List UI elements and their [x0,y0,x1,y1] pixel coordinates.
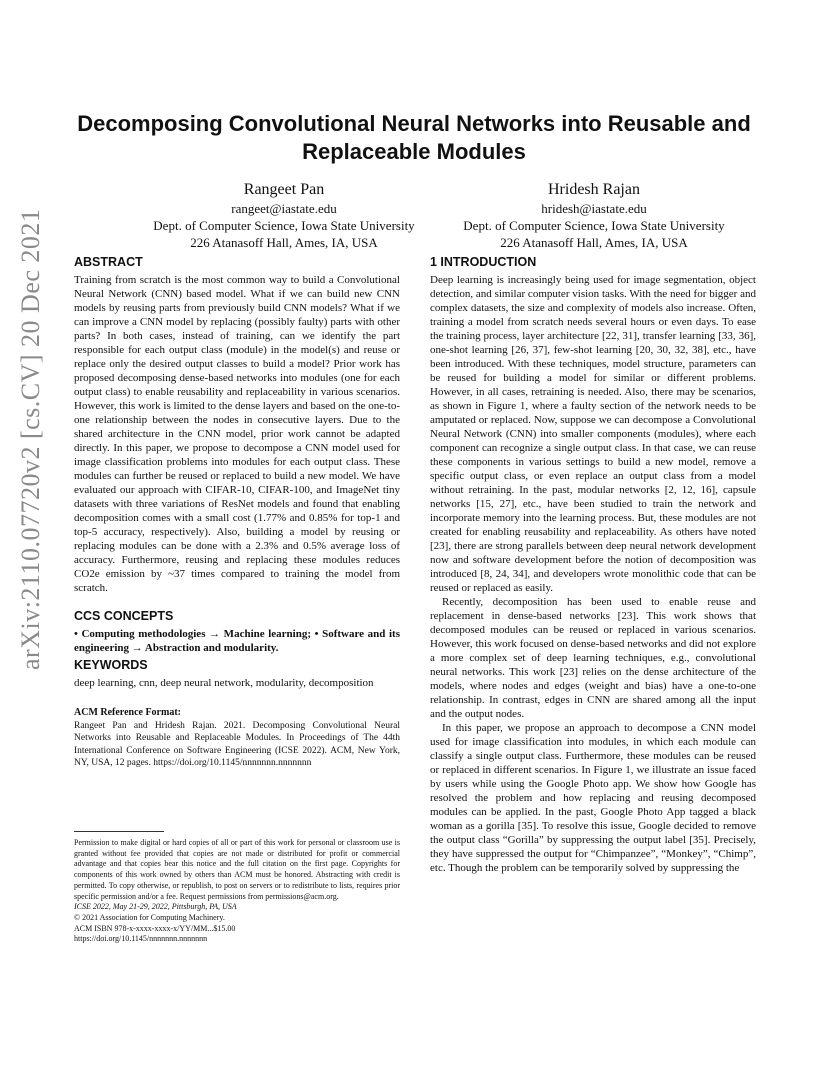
author-dept: Dept. of Computer Science, Iowa State University [153,218,415,233]
isbn-line: ACM ISBN 978-x-xxxx-xxxx-x/YY/MM...$15.00 [74,923,236,933]
intro-paragraph: In this paper, we propose an approach to decompose a CNN model used for image classification into modules, in which each module can classify a single output class. Furthermore, these modules can be reused or replaced in different scenarios. In Figure 1, we illustrate an issue faced by users while using the Google Photo app. We show how Google has resolved the problem and how replacing and reusing decomposed modules can be applied. In the past, Google Photo App tagged a black woman as a gorilla [35]. To resolve this issue, Google decided to remove the output class “Gorilla” by suppressing the output label [35]. Precisely, they have suppressed the output for “Chimpanzee”, “Monkey”, “Chimp”, etc. Though the problem can be temporarily solved by suppressing the [430,722,756,874]
author-email: hridesh@iastate.edu [541,201,647,216]
arxiv-stamp: arXiv:2110.07720v2 [cs.CV] 20 Dec 2021 [16,208,45,670]
doi-line: https://doi.org/10.1145/nnnnnnn.nnnnnnn [74,934,208,944]
author-name: Hridesh Rajan [548,181,640,198]
author-block-1 [134,180,434,251]
abstract-text: Training from scratch is the most common way to build a Convolutional Neural Network (CNN) based model. What if we can build new CNN models by reusing parts from previously build CNN models? What if we can improve a CNN model by replacing (possibly faulty) parts with other parts? In both cases, instead of training, can we identify the part responsible for each output class (module) in the model(s) and reuse or replace only the desired output classes to build a model? Prior work has proposed decomposing dense-based networks into modules (one for each output class) to enable reusability and replaceability in various scenarios. However, this work is limited to the dense layers and based on the one-to-one relationship between the nodes in consecutive layers. Due to the shared architecture in the CNN model, prior work cannot be adapted directly. In this paper, we propose to decompose a CNN model used for image classification problems into modules for each output class. These modules can further be reused or replaced to build a new model. We have evaluated our approach with CIFAR-10, CIFAR-100, and ImageNet tiny datasets with three variations of ResNet models and found that enabling decomposition comes with a small cost (1.77% and 0.85% for top-1 and top-5 accuracy, respectively). Also, building a model by reusing or replacing modules can be done with a 2.3% and 0.5% average loss of accuracy. Furthermore, reusing and replacing these modules reduces CO2e emission by ~37 times compared to training the model from scratch. [74,274,400,594]
abstract-heading: ABSTRACT [74,255,143,269]
right-column [430,255,756,875]
author-dept: Dept. of Computer Science, Iowa State University [463,218,725,233]
author-block-2 [444,180,744,251]
ccs-heading: CCS CONCEPTS [74,609,174,623]
left-column [74,255,400,769]
venue-line: ICSE 2022, May 21-29, 2022, Pittsburgh, PA, USA [74,902,237,912]
paper-title: Decomposing Convolutional Neural Networks into Reusable and Replaceable Modules [77,111,751,164]
permission-notice [74,838,400,945]
author-address: 226 Atanasoff Hall, Ames, IA, USA [500,235,688,250]
intro-paragraph: Recently, decomposition has been used to enable reuse and replacement in dense-based networks [23]. This work shows that decomposed modules can be reused or replaced in various scenarios. However, this work focused on dense-based networks and did not explore a more complex set of deep learning techniques, e.g., convolutional neural networks. This work [23] relies on the dense architecture of the models, where nodes and edges (weight and bias) have a one-to-one relationship. In contrast, edges in CNN are shared among all the input and the output nodes. [430,596,756,720]
keywords-heading: KEYWORDS [74,658,148,672]
copyright-line: © 2021 Association for Computing Machinery. [74,912,225,922]
intro-heading: 1 INTRODUCTION [430,255,537,269]
acm-reference-heading: ACM Reference Format: [74,707,181,718]
keywords-text: deep learning, cnn, deep neural network, modularity, decomposition [74,677,374,689]
permission-text: Permission to make digital or hard copies of all or part of this work for personal or classroom use is granted without fee provided that copies are not made or distributed for profit or commercial advantage and that copies bear this notice and the full citation on the first page. Copyrights for components of this work owned by others than ACM must be honored. Abstracting with credit is permitted. To copy otherwise, or republish, to post on servers or to redistribute to lists, requires prior specific permission and/or a fee. Request permissions from permissions@acm.org. [74,838,400,901]
intro-paragraph: Deep learning is increasingly being used for image segmentation, object detection, and similar computer vision tasks. With the need for bigger and complex datasets, the size and complexity of models also increase. Often, training a model from scratch needs several hours or even days. To ease the training process, layer architecture [22, 31], transfer learning [33, 36], one-shot learning [26, 37], few-shot learning [20, 30, 32, 38], etc., have been introduced. With these techniques, model structure, parameters can be reused for building a model for similar or different problems. However, in all cases, retraining is needed. Also, there may be scenarios, as shown in Figure 1, where a faulty section of the network needs to be amputated or replaced. Now, suppose we can decompose a Convolutional Neural Network (CNN) into smaller components (modules), where each component can recognize a single output class. In that case, we can reuse these components in various settings to build a new model, remove a specific output class, or even replace an output class from a model without retraining. In the past, modular networks [2, 12, 16], capsule networks [15, 27], etc., have been studied to train the network and incorporate memory into the learning process. But, these modules are not created for enabling reusability and replaceability. As others have noted [23], there are strong parallels between deep neural network development now and software development before the notion of decomposition was introduced [8, 24, 34], and developers wrote monolithic code that can be reused or replaced as easily. [430,274,756,594]
ccs-text: • Computing methodologies → Machine learning; • Software and its engineering → Abstraction and modularity. [74,628,400,654]
author-email: rangeet@iastate.edu [231,201,337,216]
footnote-rule [74,831,164,832]
author-address: 226 Atanasoff Hall, Ames, IA, USA [190,235,378,250]
acm-reference-text: Rangeet Pan and Hridesh Rajan. 2021. Decomposing Convolutional Neural Networks into Reusable and Replaceable Modules. In Proceedings of The 44th International Conference on Software Engineering (ICSE 2022). ACM, New York, NY, USA, 12 pages. https://doi.org/10.1145/nnnnnnn.nnnnnnn [74,721,400,768]
author-name: Rangeet Pan [243,181,325,198]
